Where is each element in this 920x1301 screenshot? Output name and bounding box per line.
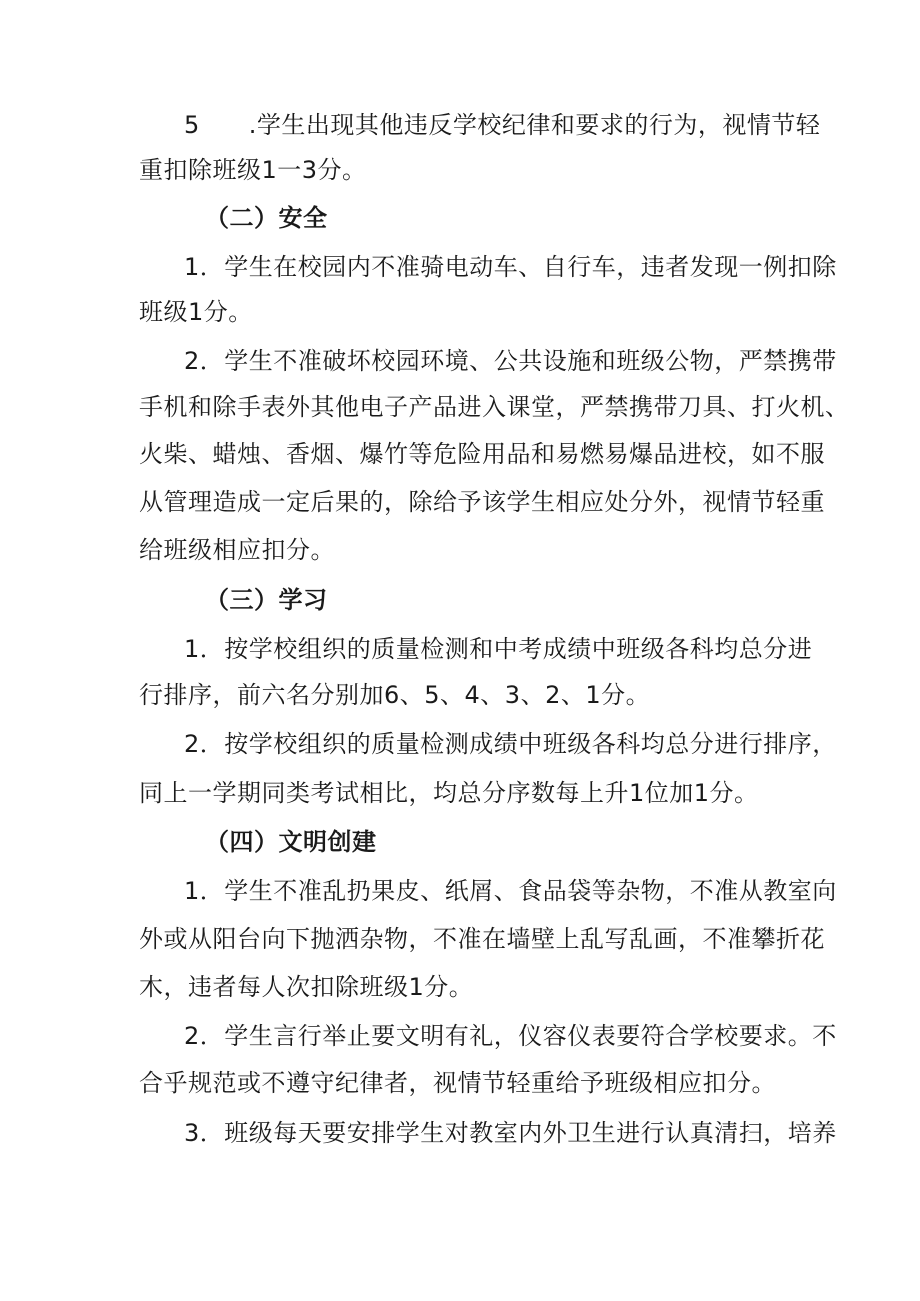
section-heading: （四）文明创建 — [205, 828, 377, 856]
paragraph-line: 班级1分。 — [139, 298, 253, 326]
paragraph-line: 1．学生在校园内不准骑电动车、自行车，违者发现一例扣除 — [184, 253, 837, 281]
paragraph-line: 木，违者每人次扣除班级1分。 — [139, 973, 474, 1001]
paragraph-line: 重扣除班级1一3分。 — [139, 156, 367, 184]
paragraph-line: 3．班级每天要安排学生对教室内外卫生进行认真清扫，培养 — [184, 1119, 837, 1147]
paragraph-line: 外或从阳台向下抛洒杂物，不准在墙壁上乱写乱画，不准攀折花 — [139, 925, 825, 953]
section-heading: （二）安全 — [205, 204, 328, 232]
paragraph-line: 2．学生言行举止要文明有礼，仪容仪表要符合学校要求。不 — [184, 1022, 837, 1050]
paragraph-line: 手机和除手表外其他电子产品进入课堂，严禁携带刀具、打火机、 — [139, 393, 850, 421]
paragraph-line: 给班级相应扣分。 — [139, 536, 335, 564]
paragraph-line: 火柴、蜡烛、香烟、爆竹等危险用品和易燃易爆品进校，如不服 — [139, 440, 825, 468]
paragraph-line: 合乎规范或不遵守纪律者，视情节轻重给予班级相应扣分。 — [139, 1069, 776, 1097]
paragraph-line: 从管理造成一定后果的，除给予该学生相应处分外，视情节轻重 — [139, 488, 825, 516]
paragraph-line: 5 .学生出现其他违反学校纪律和要求的行为，视情节轻 — [184, 111, 821, 139]
paragraph-line: 2．学生不准破坏校园环境、公共设施和班级公物，严禁携带 — [184, 347, 837, 375]
section-heading: （三）学习 — [205, 586, 328, 614]
paragraph-line: 同上一学期同类考试相比，均总分序数每上升1位加1分。 — [139, 779, 759, 807]
paragraph-line: 行排序，前六名分别加6、5、4、3、2、1分。 — [139, 681, 651, 709]
paragraph-line: 1．按学校组织的质量检测和中考成绩中班级各科均总分进 — [184, 635, 813, 663]
paragraph-line: 1．学生不准乱扔果皮、纸屑、食品袋等杂物，不准从教室向 — [184, 877, 837, 905]
paragraph-line: 2．按学校组织的质量检测成绩中班级各科均总分进行排序， — [184, 730, 837, 758]
